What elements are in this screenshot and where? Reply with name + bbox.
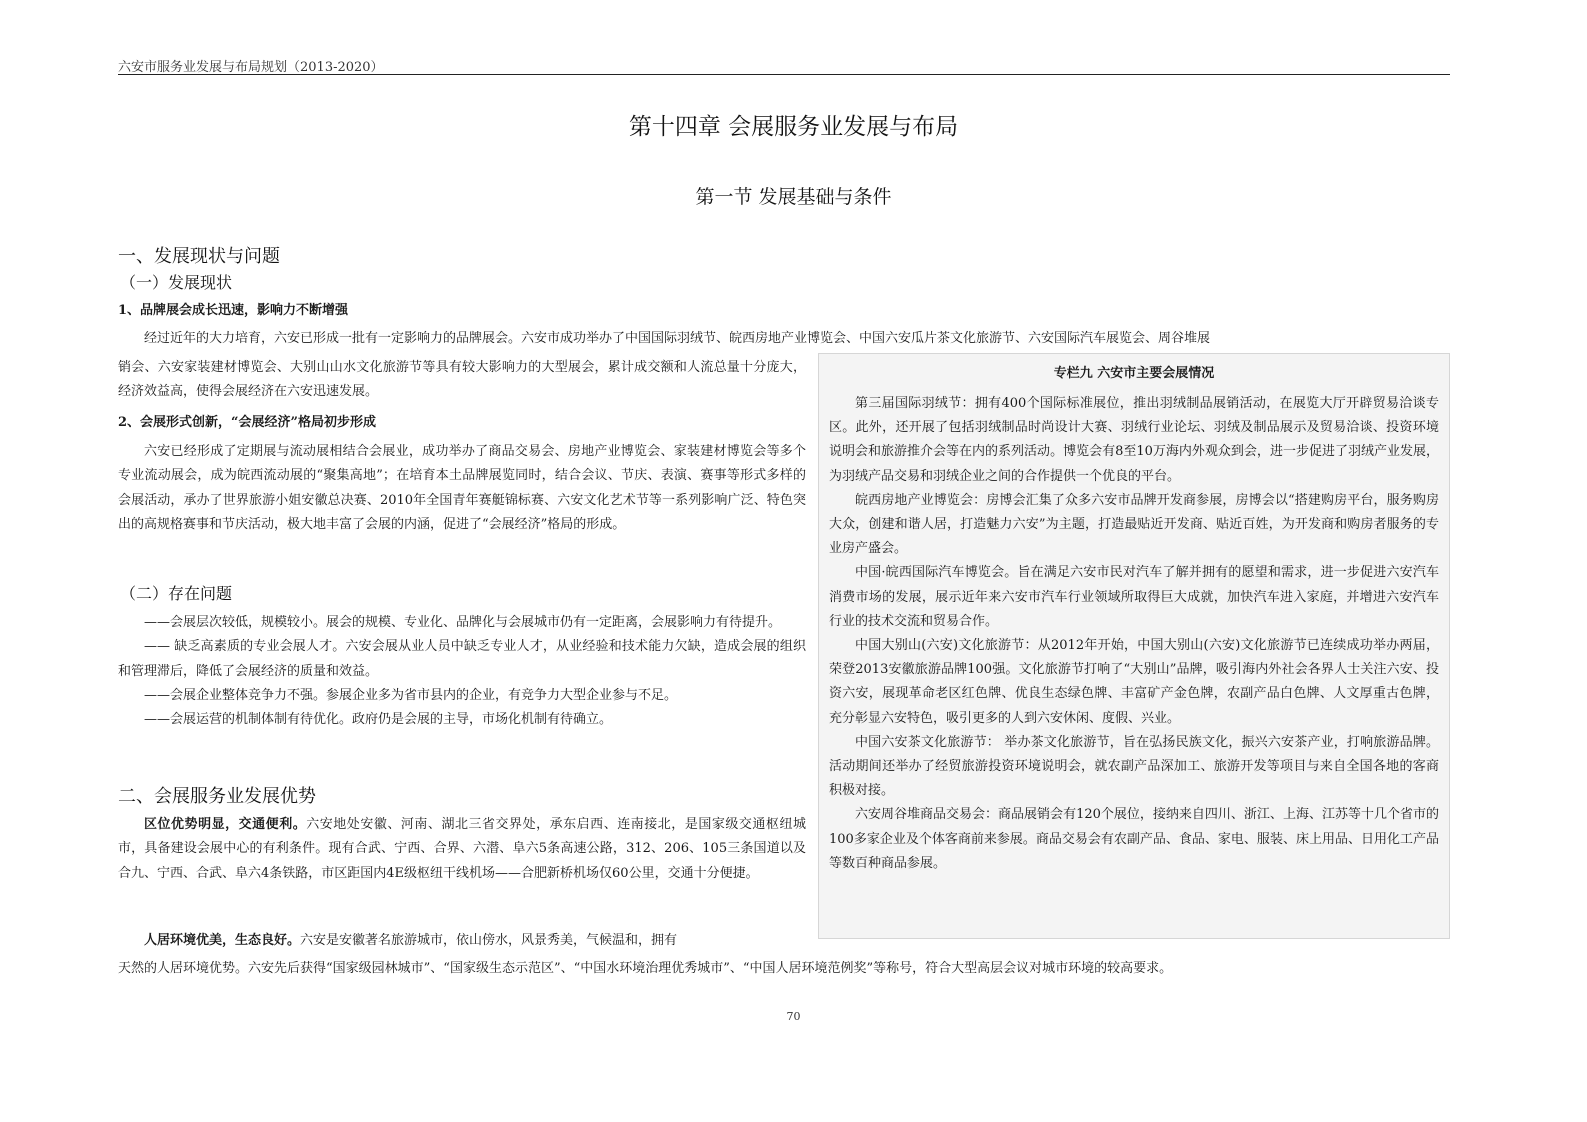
heading-item2: 2、会展形式创新，“会展经济”格局初步形成 bbox=[118, 415, 377, 430]
sidebar-paragraph: 六安周谷堆商品交易会：商品展销会有120个展位，接纳来自四川、浙江、上海、江苏等十几个省市的100多家企业及个体客商前来参展。商品交易会有农副产品、食品、家电、服装、床上用品、日用化工产品等数百种商品参展。 bbox=[829, 807, 1439, 871]
paragraph-item2: 六安已经形成了定期展与流动展相结合会展业，成功举办了商品交易会、房地产业博览会、家装建材博览会等多个专业流动展会，成为皖西流动展的“聚集高地”；在培育本土品牌展览同时，结合会议、节庆、表演、赛事等形式多样的会展活动，承办了世界旅游小姐安徽总决赛、2010年全国青年赛艇锦标赛、六安文化艺术节等一系列影响广泛、特色突出的高规格赛事和节庆活动，极大地丰富了会展的内涵，促进了“会展经济”格局的形成。 bbox=[118, 444, 806, 532]
running-header: 六安市服务业发展与布局规划（2013-2020） bbox=[118, 60, 384, 75]
sidebar-paragraph: 中国六安茶文化旅游节： 举办茶文化旅游节，旨在弘扬民族文化，振兴六安茶产业，打响旅游品牌。活动期间还举办了经贸旅游投资环境说明会，就农副产品深加工、旅游开发等项目与来自全国各地的客商积极对接。 bbox=[829, 734, 1439, 799]
paragraph-location bbox=[118, 813, 806, 886]
problem-item: ——会展运营的机制体制有待优化。政府仍是会展的主导，市场化机制有待确立。 bbox=[144, 712, 613, 728]
paragraph-environment-line1 bbox=[118, 929, 806, 953]
header-rule bbox=[118, 74, 1450, 75]
lead-location: 区位优势明显，交通便利。 bbox=[144, 817, 307, 832]
sidebar-paragraph: 中国·皖西国际汽车博览会。旨在满足六安市民对汽车了解并拥有的愿望和需求，进一步促进六安汽车消费市场的发展，展示近年来六安市汽车行业领域所取得巨大成就，加快汽车进入家庭，并增进六安汽车行业的技术交流和贸易合作。 bbox=[829, 565, 1439, 629]
heading-part1: 一、发展现状与问题 bbox=[118, 246, 280, 267]
page-number: 70 bbox=[786, 1010, 801, 1023]
heading-sub2: （二）存在问题 bbox=[120, 584, 233, 603]
text-location: 六安地处安徽、河南、湖北三省交界处，承东启西、连南接北，是国家级交通枢纽城市，具备建设会展中心的有利条件。现有合武、宁西、合界、六潜、阜六5条高速公路，312、206、105三条国道以及合九、宁西、合武、阜六4条铁路，市区距国内4E级枢纽干线机场——合肥新桥机场仅60公里，交通十分便捷。 bbox=[118, 817, 806, 881]
paragraph-item1-rest: 销会、六安家装建材博览会、大别山山水文化旅游节等具有较大影响力的大型展会，累计成交额和人流总量十分庞大，经济效益高，使得会展经济在六安迅速发展。 bbox=[118, 360, 806, 400]
lead-environment: 人居环境优美，生态良好。 bbox=[144, 933, 301, 948]
problem-item: —— 缺乏高素质的专业会展人才。六安会展从业人员中缺乏专业人才，从业经验和技术能力欠缺，造成会展的组织和管理滞后，降低了会展经济的质量和效益。 bbox=[118, 639, 806, 679]
heading-sub1: （一）发展现状 bbox=[120, 273, 233, 292]
sidebar-paragraph: 皖西房地产业博览会：房博会汇集了众多六安市品牌开发商参展，房博会以“搭建购房平台，服务购房大众，创建和谐人居，打造魅力六安”为主题，打造最贴近开发商、贴近百姓，为开发商和购房者服务的专业房产盛会。 bbox=[829, 492, 1439, 557]
problems-list bbox=[118, 611, 806, 732]
text-environment-first: 六安是安徽著名旅游城市，依山傍水，风景秀美，气候温和，拥有 bbox=[300, 933, 678, 948]
chapter-title: 第十四章 会展服务业发展与布局 bbox=[628, 114, 959, 140]
problem-item: ——会展层次较低，规模较小。展会的规模、专业化、品牌化与会展城市仍有一定距离，会展影响力有待提升。 bbox=[144, 615, 782, 630]
section-title: 第一节 发展基础与条件 bbox=[695, 186, 892, 208]
sidebar-title: 专栏九 六安市主要会展情况 bbox=[1053, 366, 1215, 381]
paragraph-item1-line1: 经过近年的大力培育，六安已形成一批有一定影响力的品牌展会。六安市成功举办了中国国际羽绒节、皖西房地产业博览会、中国六安瓜片茶文化旅游节、六安国际汽车展览会、周谷堆展 bbox=[144, 331, 1211, 346]
heading-item1: 1、品牌展会成长迅速，影响力不断增强 bbox=[118, 303, 349, 318]
sidebar-box bbox=[818, 353, 1450, 939]
sidebar-paragraph: 中国大别山(六安)文化旅游节：从2012年开始，中国大别山(六安)文化旅游节已连续成功举办两届，荣登2013安徽旅游品牌100强。文化旅游节打响了“大别山”品牌，吸引海内外社会各界人士关注六安、投资六安，展现革命老区红色牌、优良生态绿色牌、丰富矿产金色牌，农副产品白色牌、人文厚重古色牌，充分彰显六安特色，吸引更多的人到六安休闲、度假、兴业。 bbox=[829, 638, 1439, 726]
sidebar-paragraph: 第三届国际羽绒节：拥有400个国际标准展位，推出羽绒制品展销活动，在展览大厅开辟贸易洽谈专区。此外，还开展了包括羽绒制品时尚设计大赛、羽绒行业论坛、羽绒及制品展示及贸易洽谈、投资环境说明会和旅游推介会等在内的系列活动。博览会有8至10万海内外观众到会，进一步促进了羽绒产业发展，为羽绒产品交易和羽绒企业之间的合作提供一个优良的平台。 bbox=[829, 396, 1439, 484]
paragraph-environment-rest: 天然的人居环境优势。六安先后获得“国家级园林城市”、“国家级生态示范区”、“中国水环境治理优秀城市”、“中国人居环境范例奖”等称号，符合大型高层会议对城市环境的较高要求。 bbox=[118, 961, 1173, 976]
problem-item: ——会展企业整体竞争力不强。参展企业多为省市县内的企业，有竞争力大型企业参与不足。 bbox=[144, 687, 678, 703]
heading-part2: 二、会展服务业发展优势 bbox=[118, 786, 316, 807]
